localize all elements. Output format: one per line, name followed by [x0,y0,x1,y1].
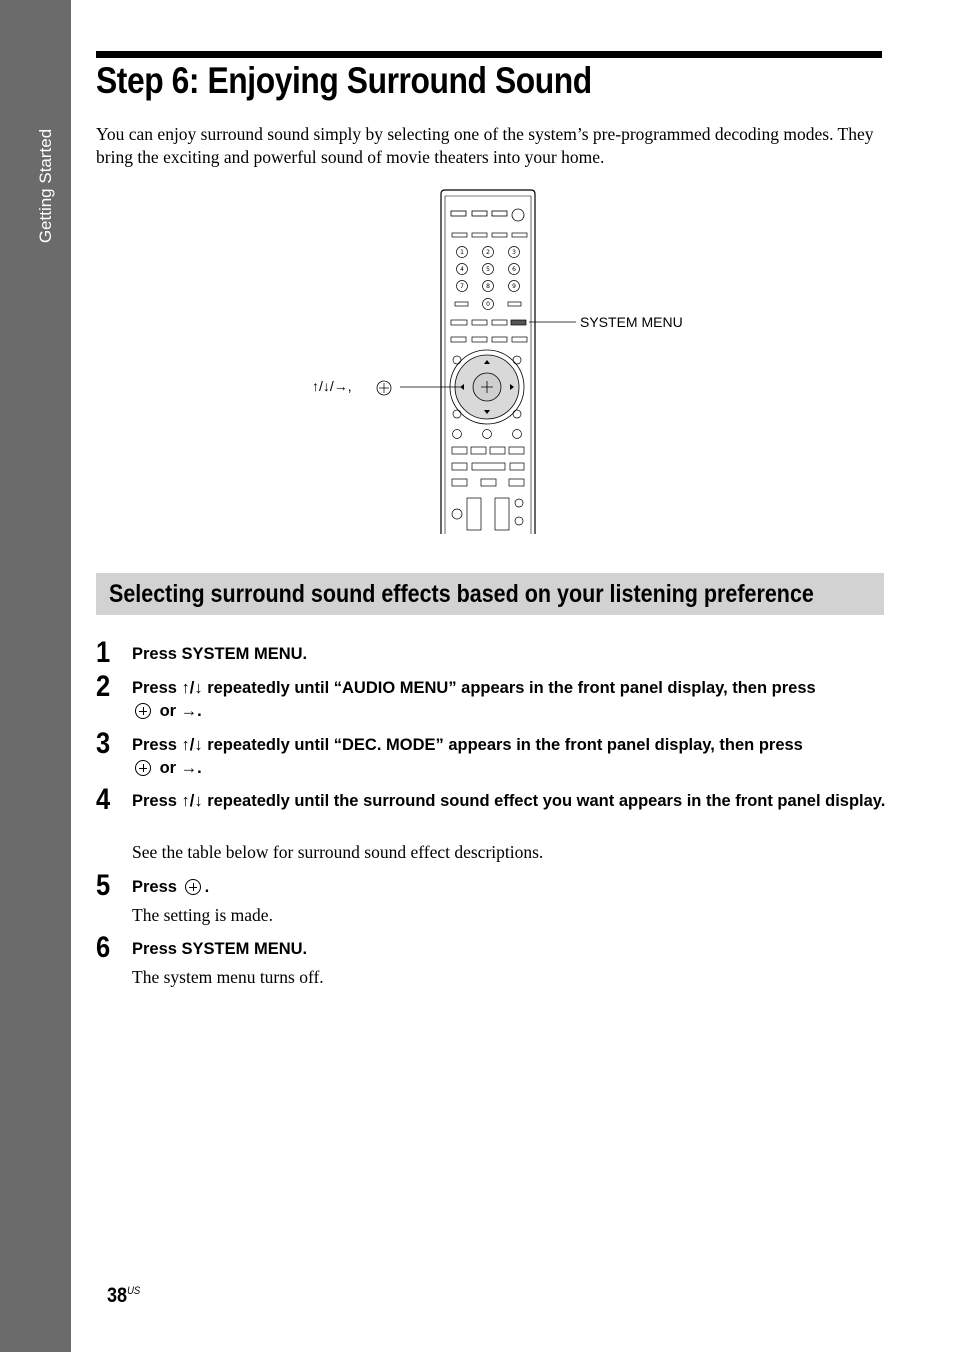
enter-callout-icon [377,381,391,395]
step-number: 4 [96,783,111,816]
intro-paragraph: You can enjoy surround sound simply by selecting one of the system’s pre-programmed decoding modes. They bring the exciting and powerful sound of movie theaters into your home. [96,124,874,167]
step-instruction: Press ↑/↓ repeatedly until “DEC. MODE” appears in the front panel display, then press or →. [132,736,803,777]
step-instruction: Press . [132,878,210,896]
key-2: 2 [486,249,490,256]
step-note: See the table below for surround sound effect descriptions. [132,842,544,862]
key-0: 0 [486,301,490,308]
section-heading: Selecting surround sound effects based on your listening preference [109,580,814,608]
step-number: 3 [96,727,111,760]
step-note: The system menu turns off. [132,967,324,987]
remote-control-figure [300,188,720,538]
step-number: 6 [96,931,111,964]
key-4: 4 [460,266,464,273]
step-number: 5 [96,869,111,902]
enter-icon [135,703,151,719]
step-note: The setting is made. [132,905,273,925]
step-number: 2 [96,670,111,703]
step-number: 1 [96,636,111,669]
page-title: Step 6: Enjoying Surround Sound [96,60,592,101]
arrows-callout: ↑/↓/→, [312,378,352,394]
key-9: 9 [512,283,516,290]
enter-icon [185,879,201,895]
key-8: 8 [486,283,490,290]
sidebar [0,0,71,1352]
enter-icon [135,760,151,776]
key-6: 6 [512,266,516,273]
step-instruction: Press SYSTEM MENU. [132,940,308,958]
system-menu-key [511,320,526,325]
step-instruction: Press SYSTEM MENU. [132,645,308,663]
section-heading-box [96,573,884,615]
system-menu-callout: SYSTEM MENU [580,314,683,330]
step-instruction: Press ↑/↓ repeatedly until the surround sound effect you want appears in the front panel display. [132,792,886,810]
key-5: 5 [486,266,490,273]
page-number: $38^{US}$ [107,1284,141,1307]
key-7: 7 [460,283,464,290]
key-3: 3 [512,249,516,256]
key-1: 1 [460,249,464,256]
step-instruction: Press ↑/↓ repeatedly until “AUDIO MENU” appears in the front panel display, then press or →. [132,679,816,720]
title-rule [96,51,882,58]
section-label: Getting Started [36,128,55,244]
